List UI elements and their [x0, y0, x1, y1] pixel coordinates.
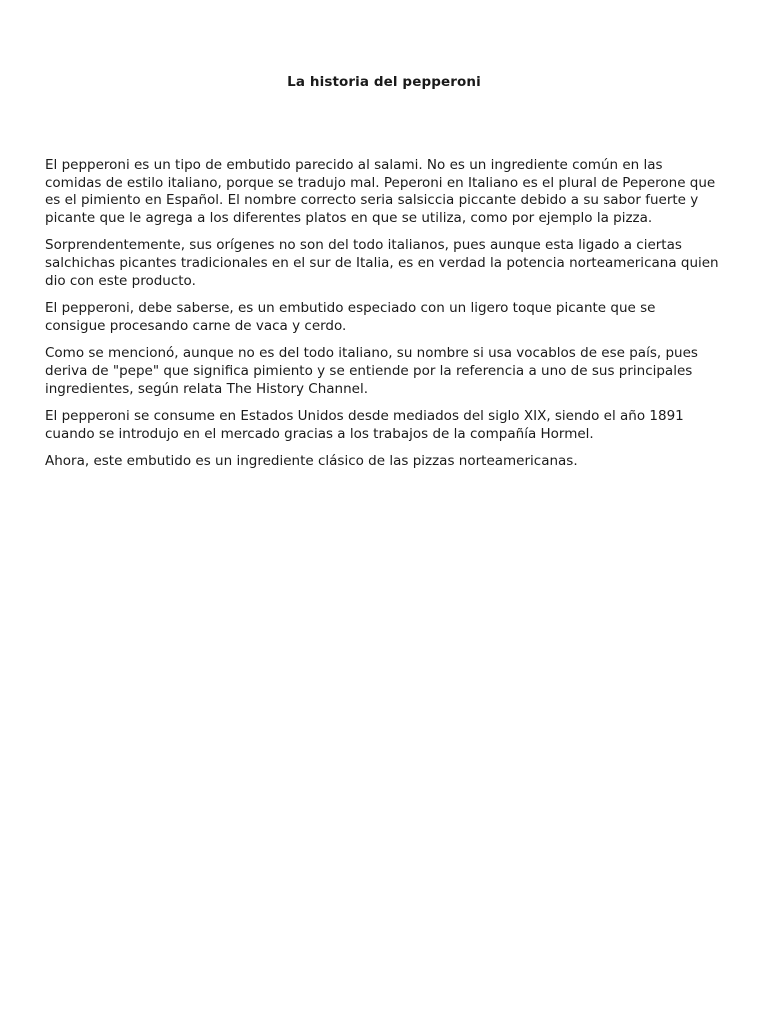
paragraph-5: El pepperoni se consume en Estados Unidos desde mediados del siglo XIX, siendo el año 1891 cuando se introdujo en el mercado gracias a los trabajos de la compañía Hormel.: [45, 408, 684, 442]
paragraph-4: Como se mencionó, aunque no es del todo italiano, su nombre si usa vocablos de ese país, pues deriva de "pepe" que significa pimiento y se entiende por la referencia a uno de sus principales ingredientes, según relata The History Channel.: [45, 345, 698, 397]
paragraph-2: Sorprendentemente, sus orígenes no son del todo italianos, pues aunque esta ligado a ciertas salchichas picantes tradicionales en el sur de Italia, es en verdad la potencia norteamericana quien dio con este producto.: [45, 237, 719, 289]
document-title: La historia del pepperoni: [287, 74, 481, 90]
paragraph-6: Ahora, este embutido es un ingrediente clásico de las pizzas norteamericanas.: [45, 453, 578, 470]
paragraph-3: El pepperoni, debe saberse, es un embutido especiado con un ligero toque picante que se consigue procesando carne de vaca y cerdo.: [45, 300, 656, 334]
document-body: [45, 157, 720, 481]
paragraph-1: El pepperoni es un tipo de embutido parecido al salami. No es un ingrediente común en las comidas de estilo italiano, porque se tradujo mal. Peperoni en Italiano es el plural de Peperone que es el pimiento en Español. El nombre correcto seria salsiccia piccante debido a su sabor fuerte y picante que le agrega a los diferentes platos en que se utiliza, como por ejemplo la pizza.: [45, 157, 716, 226]
